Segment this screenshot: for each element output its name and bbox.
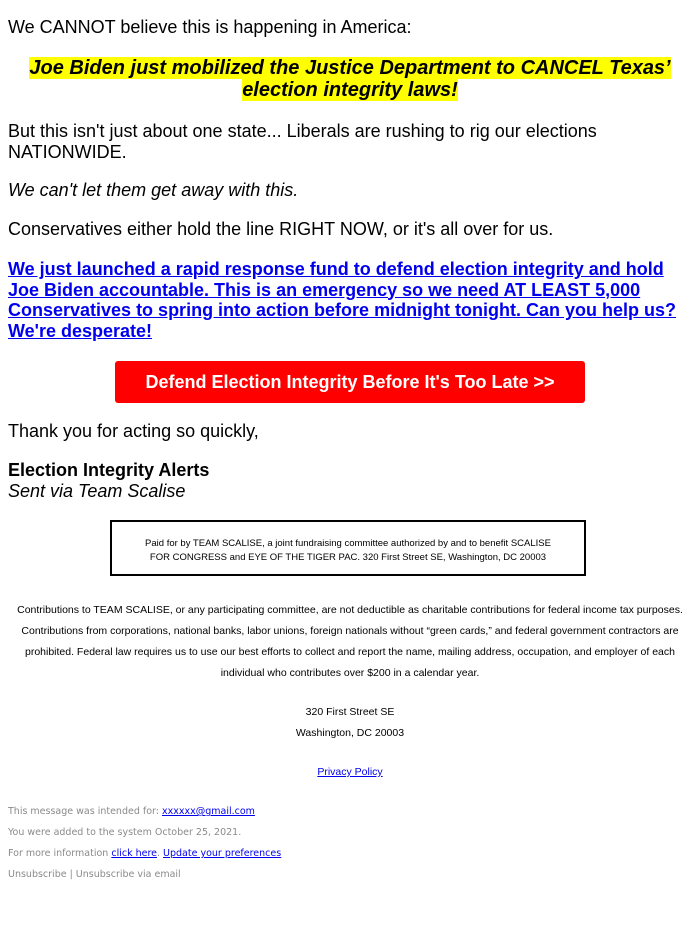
privacy-policy (0, 763, 700, 781)
footer-separator: . (157, 848, 164, 859)
signature-name: Election Integrity Alerts (8, 460, 210, 480)
footer-more-info-label: For more information (8, 848, 112, 859)
paid-for-box (110, 520, 586, 576)
address-line-2: Washington, DC 20003 (295, 727, 405, 739)
click-here-link[interactable]: click here (111, 848, 157, 859)
body-paragraph-2: But this isn't just about one state... Liberals are rushing to rig our elections NATIONWIDE. (8, 121, 597, 162)
footer-more-info (8, 847, 281, 861)
paid-for-text: Paid for by TEAM SCALISE, a joint fundraising committee authorized by and to benefit SCALISE FOR CONGRESS and EYE OF THE TIGER PAC. 320 First Street SE, Washington, DC 20003 (145, 538, 551, 563)
update-preferences-link[interactable]: Update your preferences (163, 848, 282, 859)
donate-button[interactable]: Defend Election Integrity Before It's Too Late >> (115, 361, 585, 403)
footer-email-link[interactable]: xxxxxx@gmail.com (162, 806, 255, 817)
footer-added: You were added to the system October 25, 2021. (8, 827, 242, 838)
headline (20, 57, 680, 101)
footer-intended (8, 805, 255, 819)
donate-text-link[interactable]: We just launched a rapid response fund to defend election integrity and hold Joe Biden accountable. This is an emergency so we need AT LEAST 5,000 Conservatives to spring into action before midnight tonight. Can you help us? We're desperate! (8, 259, 677, 341)
thanks-text: Thank you for acting so quickly, (8, 421, 259, 441)
intro-text: We CANNOT believe this is happening in America: (8, 17, 412, 37)
headline-highlight: Joe Biden just mobilized the Justice Department to CANCEL Texas’ election integrity laws! (29, 57, 671, 101)
body-paragraph-4: Conservatives either hold the line RIGHT NOW, or it's all over for us. (8, 219, 554, 239)
footer-unsubscribe[interactable]: Unsubscribe | Unsubscribe via email (8, 869, 181, 880)
privacy-policy-link[interactable]: Privacy Policy (317, 766, 383, 778)
address-line-1: 320 First Street SE (305, 706, 395, 718)
signature-sub: Sent via Team Scalise (8, 481, 186, 501)
footer-intended-label: This message was intended for: (8, 806, 162, 817)
contribution-disclaimer: Contributions to TEAM SCALISE, or any participating committee, are not deductible as charitable contributions for federal income tax purposes. Contributions from corporations, national banks, labor unions, foreign nationals without “green cards,” and federal government contractors are prohibited. Federal law requires us to use our best efforts to collect and report the name, mailing address, occupation, and employer of each individual who contributes over $200 in a calendar year. (17, 604, 683, 679)
body-paragraph-3: We can't let them get away with this. (8, 180, 299, 200)
